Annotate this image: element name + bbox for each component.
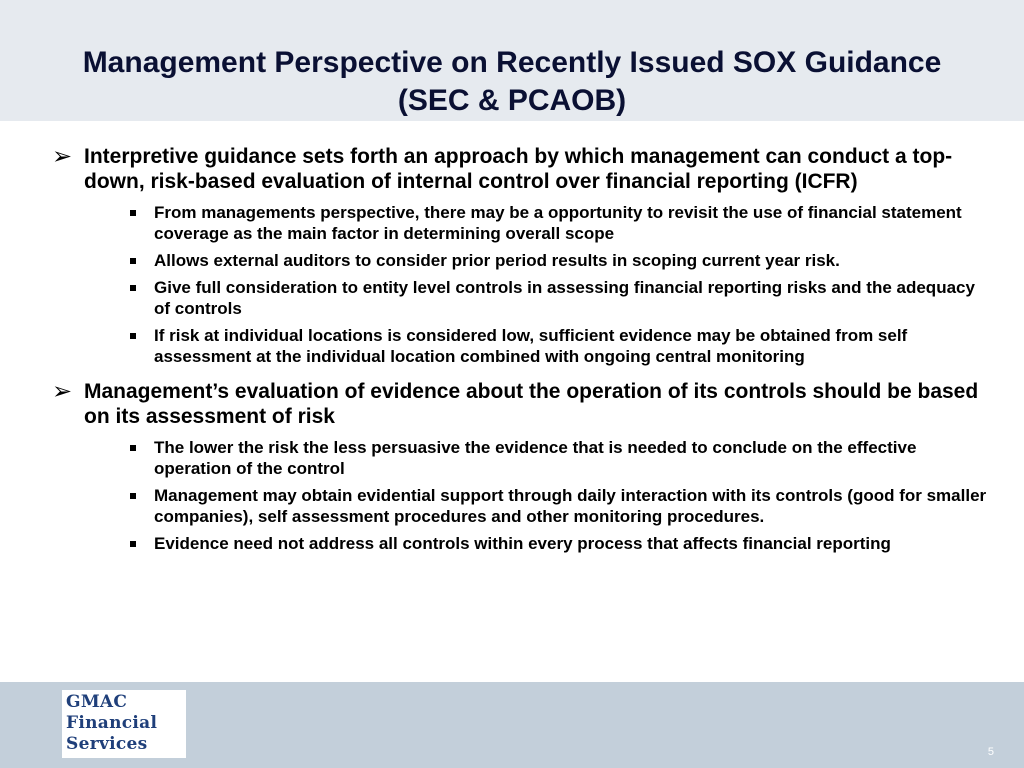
main-bullet: [52, 378, 987, 554]
square-bullet-icon: [130, 445, 136, 451]
square-bullet-icon: [130, 285, 136, 291]
page-number: 5: [987, 746, 994, 758]
square-bullet-icon: [130, 210, 136, 216]
logo-line-1: GMAC: [66, 692, 128, 712]
sub-bullet-text: Allows external auditors to consider prior period results in scoping current year risk.: [154, 251, 840, 270]
sub-bullet: [122, 533, 982, 554]
sub-bullet-text: The lower the risk the less persuasive the evidence that is needed to conclude on the effective operation of the control: [154, 438, 917, 478]
square-bullet-icon: [130, 541, 136, 547]
sub-bullet-text: Give full consideration to entity level controls in assessing financial reporting risks and the adequacy of controls: [154, 278, 975, 318]
main-bullet: [52, 144, 982, 367]
logo-line-2: Financial: [66, 713, 158, 733]
square-bullet-icon: [130, 258, 136, 264]
sub-bullet: [122, 485, 987, 527]
main-bullet-text: Interpretive guidance sets forth an approach by which management can conduct a top-down, risk-based evaluation of internal control over financial reporting (ICFR): [84, 145, 953, 193]
slide-title: [0, 44, 1024, 120]
sub-bullet: [122, 202, 982, 244]
company-logo: [62, 690, 186, 758]
sub-bullet-text: From managements perspective, there may be a opportunity to revisit the use of financial statement coverage as the main factor in determining overall scope: [154, 203, 962, 243]
sub-bullet-text: If risk at individual locations is considered low, sufficient evidence may be obtained from self assessment at the individual location combined with ongoing central monitoring: [154, 326, 908, 366]
logo-line-3: Services: [66, 734, 148, 754]
sub-bullet-list: [122, 437, 987, 554]
main-bullet-text: Management’s evaluation of evidence about the operation of its controls should be based on its assessment of risk: [84, 380, 979, 428]
sub-bullet: [122, 437, 982, 479]
square-bullet-icon: [130, 333, 136, 339]
sub-bullet: [122, 250, 982, 271]
sub-bullet-list: [122, 202, 982, 367]
slide-content: [52, 143, 987, 560]
sub-bullet-text: Evidence need not address all controls within every process that affects financial reporting: [154, 534, 891, 553]
sub-bullet: [122, 325, 982, 367]
slide-title-line-1: Management Perspective on Recently Issued SOX Guidance: [82, 46, 942, 79]
arrow-bullet-icon: ➢: [52, 143, 73, 170]
slide-title-line-2: (SEC & PCAOB): [397, 84, 627, 117]
arrow-bullet-icon: ➢: [52, 378, 73, 405]
sub-bullet: [122, 277, 982, 319]
square-bullet-icon: [130, 493, 136, 499]
sub-bullet-text: Management may obtain evidential support through daily interaction with its controls (good for smaller companies), self assessment procedures and other monitoring procedures.: [154, 486, 987, 526]
